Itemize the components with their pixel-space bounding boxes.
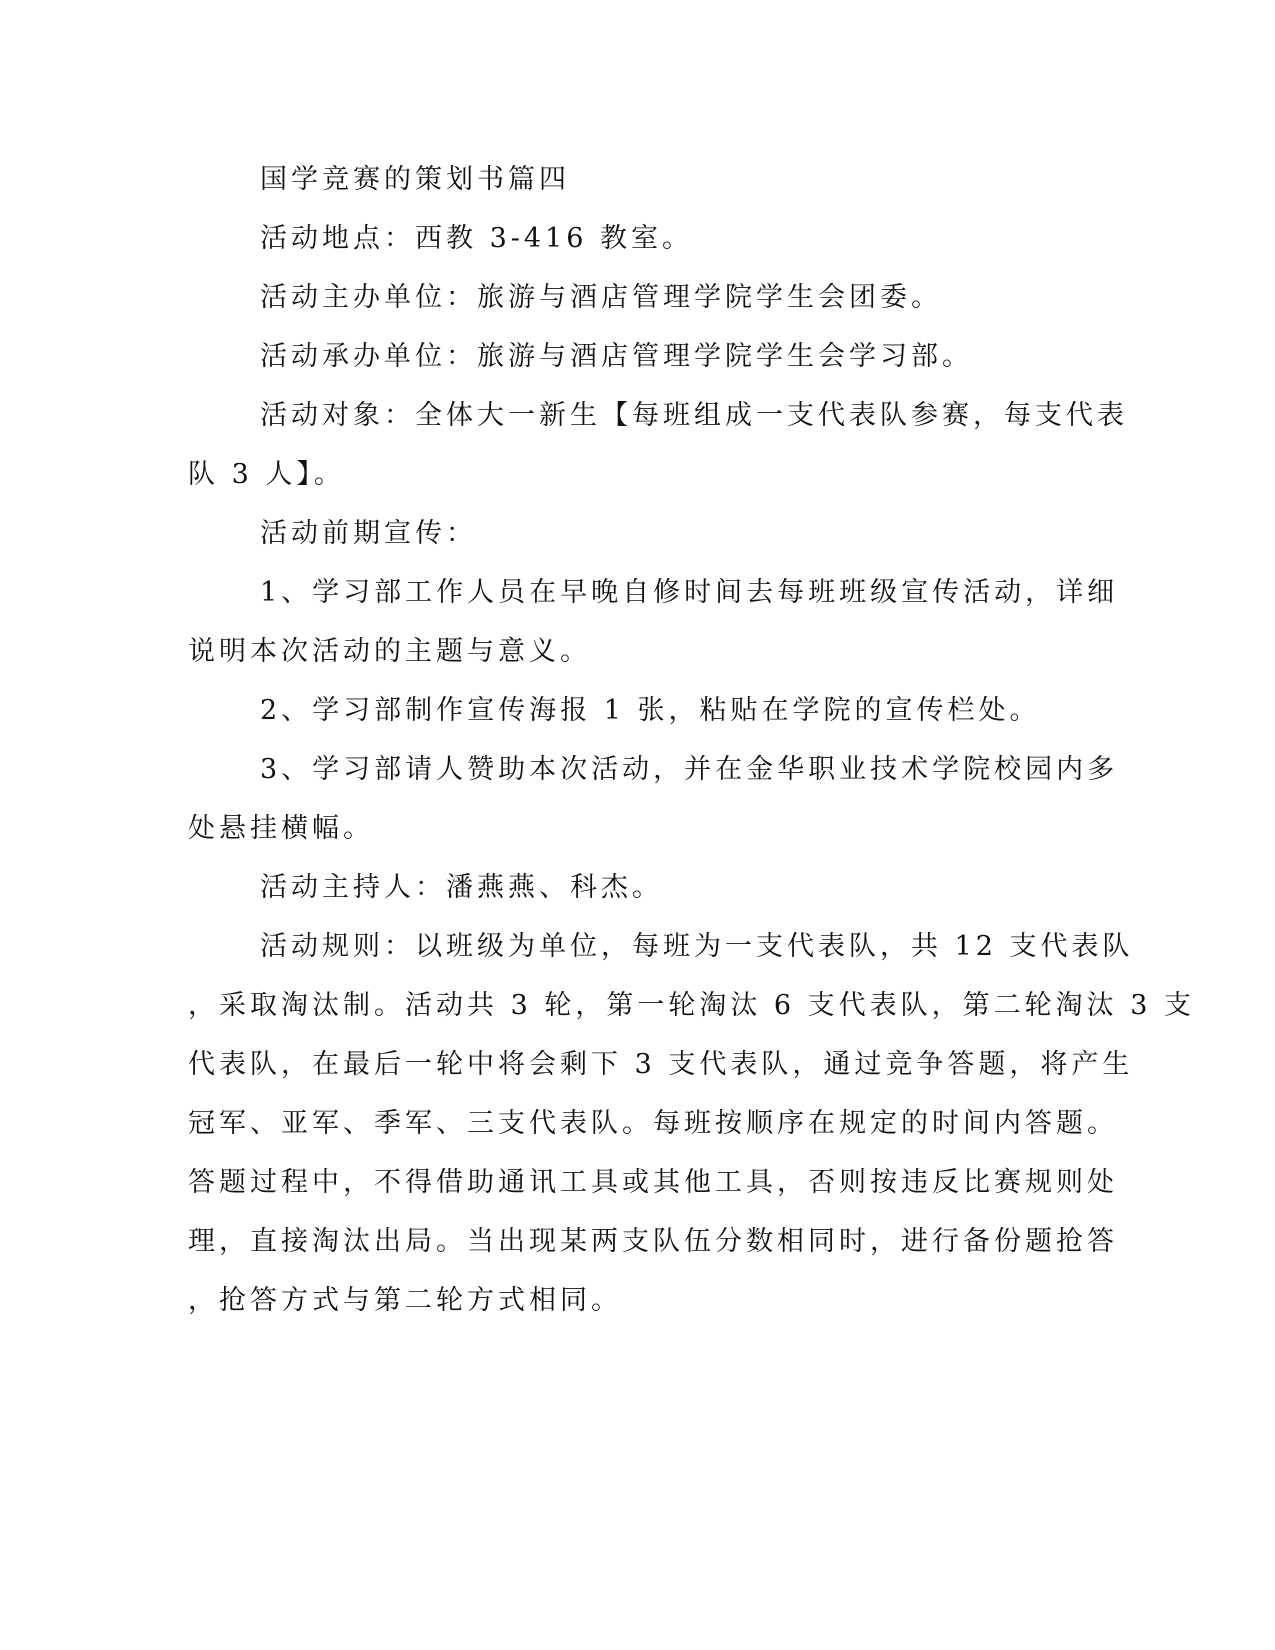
activity-organizer: 活动主办单位：旅游与酒店管理学院学生会团委。 xyxy=(260,282,942,313)
activity-rules-cont-2: 代表队，在最后一轮中将会剩下 3 支代表队，通过竞争答题，将产生 xyxy=(188,1049,1134,1080)
activity-rules: 活动规则：以班级为单位，每班为一支代表队，共 12 支代表队 xyxy=(260,931,1134,962)
section-heading: 国学竞赛的策划书篇四 xyxy=(260,164,570,195)
promotion-item-3: 3、学习部请人赞助本次活动，并在金华职业技术学院校园内多 xyxy=(260,754,1119,785)
promotion-heading: 活动前期宣传： xyxy=(260,518,477,549)
activity-location: 活动地点：西教 3-416 教室。 xyxy=(260,223,694,254)
promotion-item-2: 2、学习部制作宣传海报 1 张，粘贴在学院的宣传栏处。 xyxy=(260,695,1041,726)
activity-rules-cont-3: 冠军、亚军、季军、三支代表队。每班按顺序在规定的时间内答题。 xyxy=(188,1108,1118,1139)
activity-rules-cont-4: 答题过程中，不得借助通讯工具或其他工具，否则按违反比赛规则处 xyxy=(188,1167,1118,1198)
activity-rules-cont-5: 理，直接淘汰出局。当出现某两支队伍分数相同时，进行备份题抢答 xyxy=(188,1226,1118,1257)
activity-participants: 活动对象：全体大一新生【每班组成一支代表队参赛，每支代表 xyxy=(260,400,1128,431)
promotion-item-1: 1、学习部工作人员在早晚自修时间去每班班级宣传活动，详细 xyxy=(260,577,1119,608)
promotion-item-3-cont: 处悬挂横幅。 xyxy=(188,813,374,844)
promotion-item-1-cont: 说明本次活动的主题与意义。 xyxy=(188,636,591,667)
activity-hosts: 活动主持人：潘燕燕、科杰。 xyxy=(260,872,663,903)
activity-rules-cont-1: ，采取淘汰制。活动共 3 轮，第一轮淘汰 6 支代表队，第二轮淘汰 3 支 xyxy=(188,990,1196,1021)
activity-co-organizer: 活动承办单位：旅游与酒店管理学院学生会学习部。 xyxy=(260,341,973,372)
activity-rules-cont-6: ，抢答方式与第二轮方式相同。 xyxy=(188,1285,622,1316)
activity-participants-cont: 队 3 人】。 xyxy=(188,459,345,490)
